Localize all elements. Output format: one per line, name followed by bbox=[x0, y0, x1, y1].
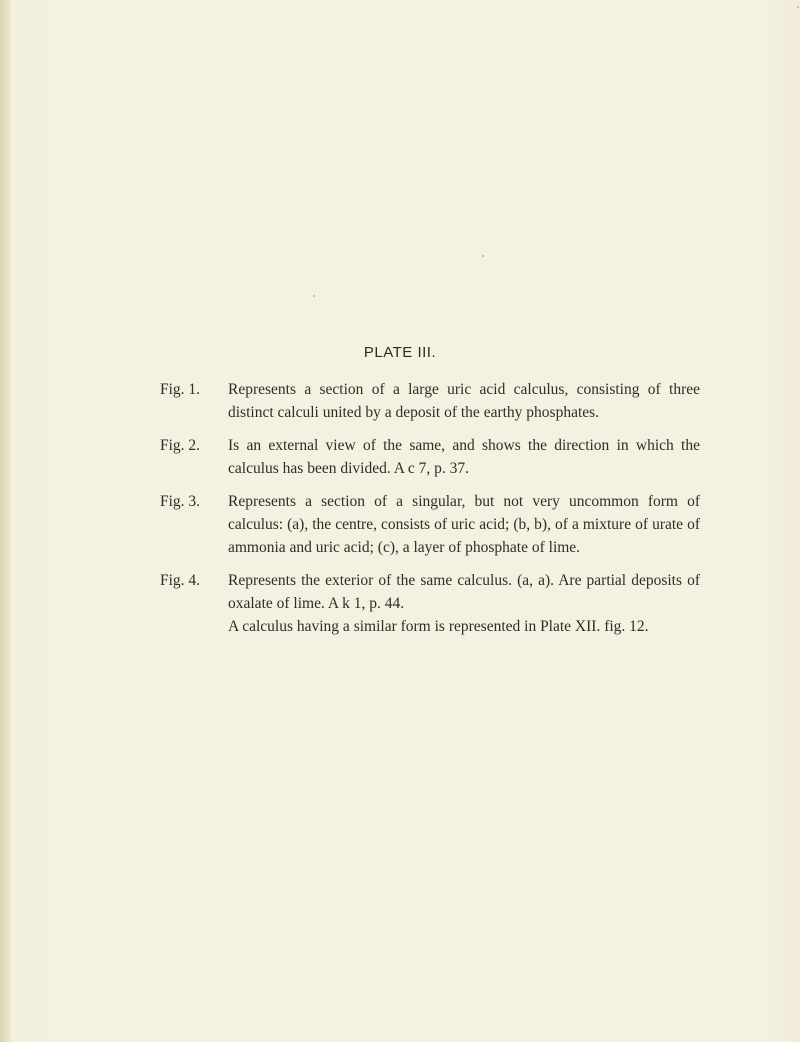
plate-note bbox=[160, 615, 700, 638]
figure-label: Fig. 3. bbox=[160, 493, 201, 510]
plate-note-text: A calculus having a similar form is represented in Plate XII. fig. 12. bbox=[228, 618, 649, 635]
figure-description: Represents a section of a large uric acid calculus, consisting of three distinct calculi united by a deposit of the earthy phosphates. bbox=[228, 381, 700, 421]
figure-entry-1 bbox=[160, 378, 700, 424]
figure-descriptions bbox=[160, 378, 700, 638]
figure-label: Fig. 4. bbox=[160, 572, 201, 589]
figure-description: Represents a section of a singular, but not very uncommon form of calculus: (a), the centre, consists of uric acid; (b, b), of a mixture of urate of ammonia and uric acid; (c), a layer of phosphate of lime. bbox=[228, 493, 700, 556]
figure-label: Fig. 1. bbox=[160, 381, 201, 398]
figure-entry-2 bbox=[160, 434, 700, 480]
plate-title: PLATE III. bbox=[363, 344, 437, 361]
figure-description: Is an external view of the same, and shows the direction in which the calculus has been divided. A c 7, p. 37. bbox=[228, 437, 700, 477]
paper-speck bbox=[797, 6, 799, 8]
figure-entry-4 bbox=[160, 569, 700, 615]
paper-speck bbox=[313, 295, 315, 297]
page-binding-edge bbox=[0, 0, 10, 1042]
paper-speck bbox=[482, 255, 484, 257]
figure-description: Represents the exterior of the same calculus. (a, a). Are partial deposits of oxalate of lime. A k 1, p. 44. bbox=[228, 572, 700, 612]
figure-label: Fig. 2. bbox=[160, 437, 201, 454]
figure-entry-3 bbox=[160, 490, 700, 559]
